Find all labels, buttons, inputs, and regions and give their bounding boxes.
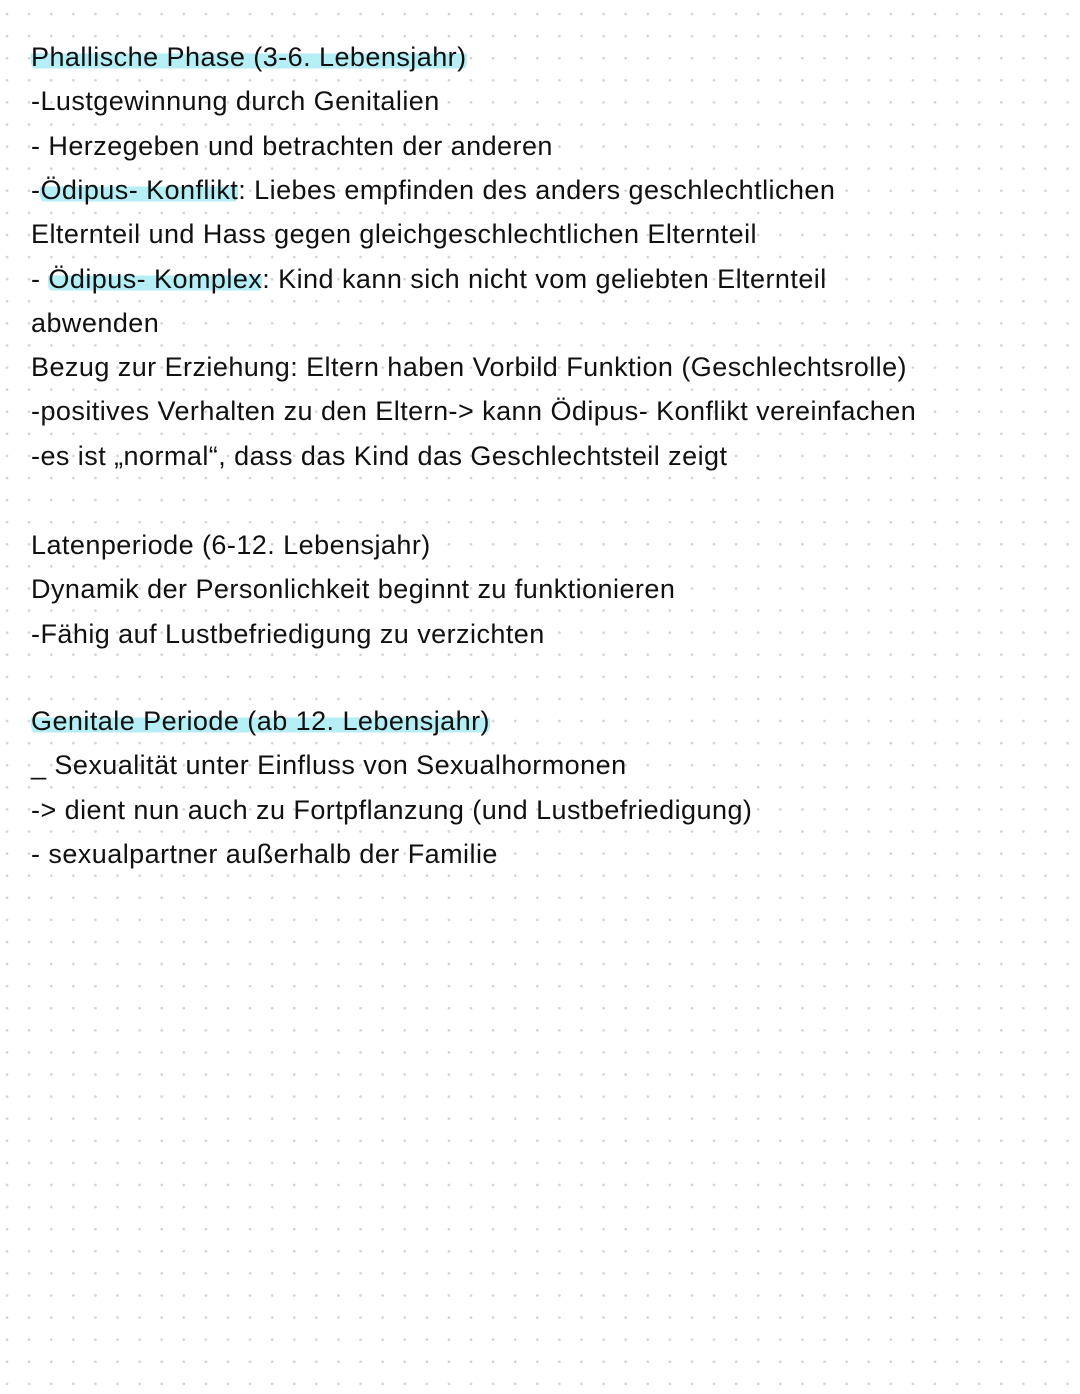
- text-segment: -: [31, 263, 49, 294]
- note-line: [31, 173, 835, 207]
- text-segment: - sexualpartner außerhalb der Familie: [31, 838, 498, 869]
- text-segment: Elternteil und Hass gegen gleichgeschlechtlichen Elternteil: [31, 219, 757, 250]
- section-heading: [31, 704, 490, 738]
- note-line: [31, 217, 757, 251]
- heading-text: Latenperiode (6-12. Lebensjahr): [31, 530, 431, 560]
- text-segment: -es ist „normal“, dass das Kind das Geschlechtsteil zeigt: [31, 440, 728, 471]
- highlighted-term: Ödipus- Konflikt: [40, 174, 239, 205]
- text-segment: - Herzegeben und betrachten der anderen: [31, 130, 553, 161]
- heading-text: Genitale Periode (ab 12. Lebensjahr): [31, 706, 490, 736]
- text-segment: _ Sexualität unter Einfluss von Sexualhormonen: [31, 750, 627, 781]
- note-line: [31, 439, 727, 473]
- text-segment: Bezug zur Erziehung: Eltern haben Vorbild Funktion (Geschlechtsrolle): [31, 352, 907, 383]
- note-line: [31, 306, 159, 340]
- text-segment: : Liebes empfinden des anders geschlechtlichen: [238, 174, 836, 205]
- note-line: [31, 748, 627, 782]
- section-heading: [31, 528, 431, 562]
- text-segment: -> dient nun auch zu Fortpflanzung (und Lustbefriedigung): [31, 794, 753, 825]
- heading-text: Phallische Phase (3-6. Lebensjahr): [31, 42, 467, 72]
- note-line: [31, 84, 440, 118]
- note-line: [31, 617, 545, 651]
- note-line: [31, 572, 675, 606]
- section-heading: [31, 40, 467, 74]
- highlighted-term: Ödipus- Komplex: [48, 263, 263, 294]
- text-segment: -Fähig auf Lustbefriedigung zu verzichten: [31, 618, 545, 649]
- note-line: [31, 793, 752, 827]
- text-segment: -: [31, 174, 41, 205]
- note-line: [31, 837, 498, 871]
- note-line: [31, 394, 916, 428]
- text-segment: -Lustgewinnung durch Genitalien: [31, 86, 440, 117]
- note-line: [31, 350, 907, 384]
- text-segment: -positives Verhalten zu den Eltern-> kann Ödipus- Konflikt vereinfachen: [31, 396, 917, 427]
- text-segment: abwenden: [31, 307, 160, 338]
- note-line: [31, 262, 827, 296]
- text-segment: : Kind kann sich nicht vom geliebten Elternteil: [262, 263, 827, 294]
- note-line: [31, 129, 553, 163]
- text-segment: Dynamik der Personlichkeit beginnt zu funktionieren: [31, 574, 676, 605]
